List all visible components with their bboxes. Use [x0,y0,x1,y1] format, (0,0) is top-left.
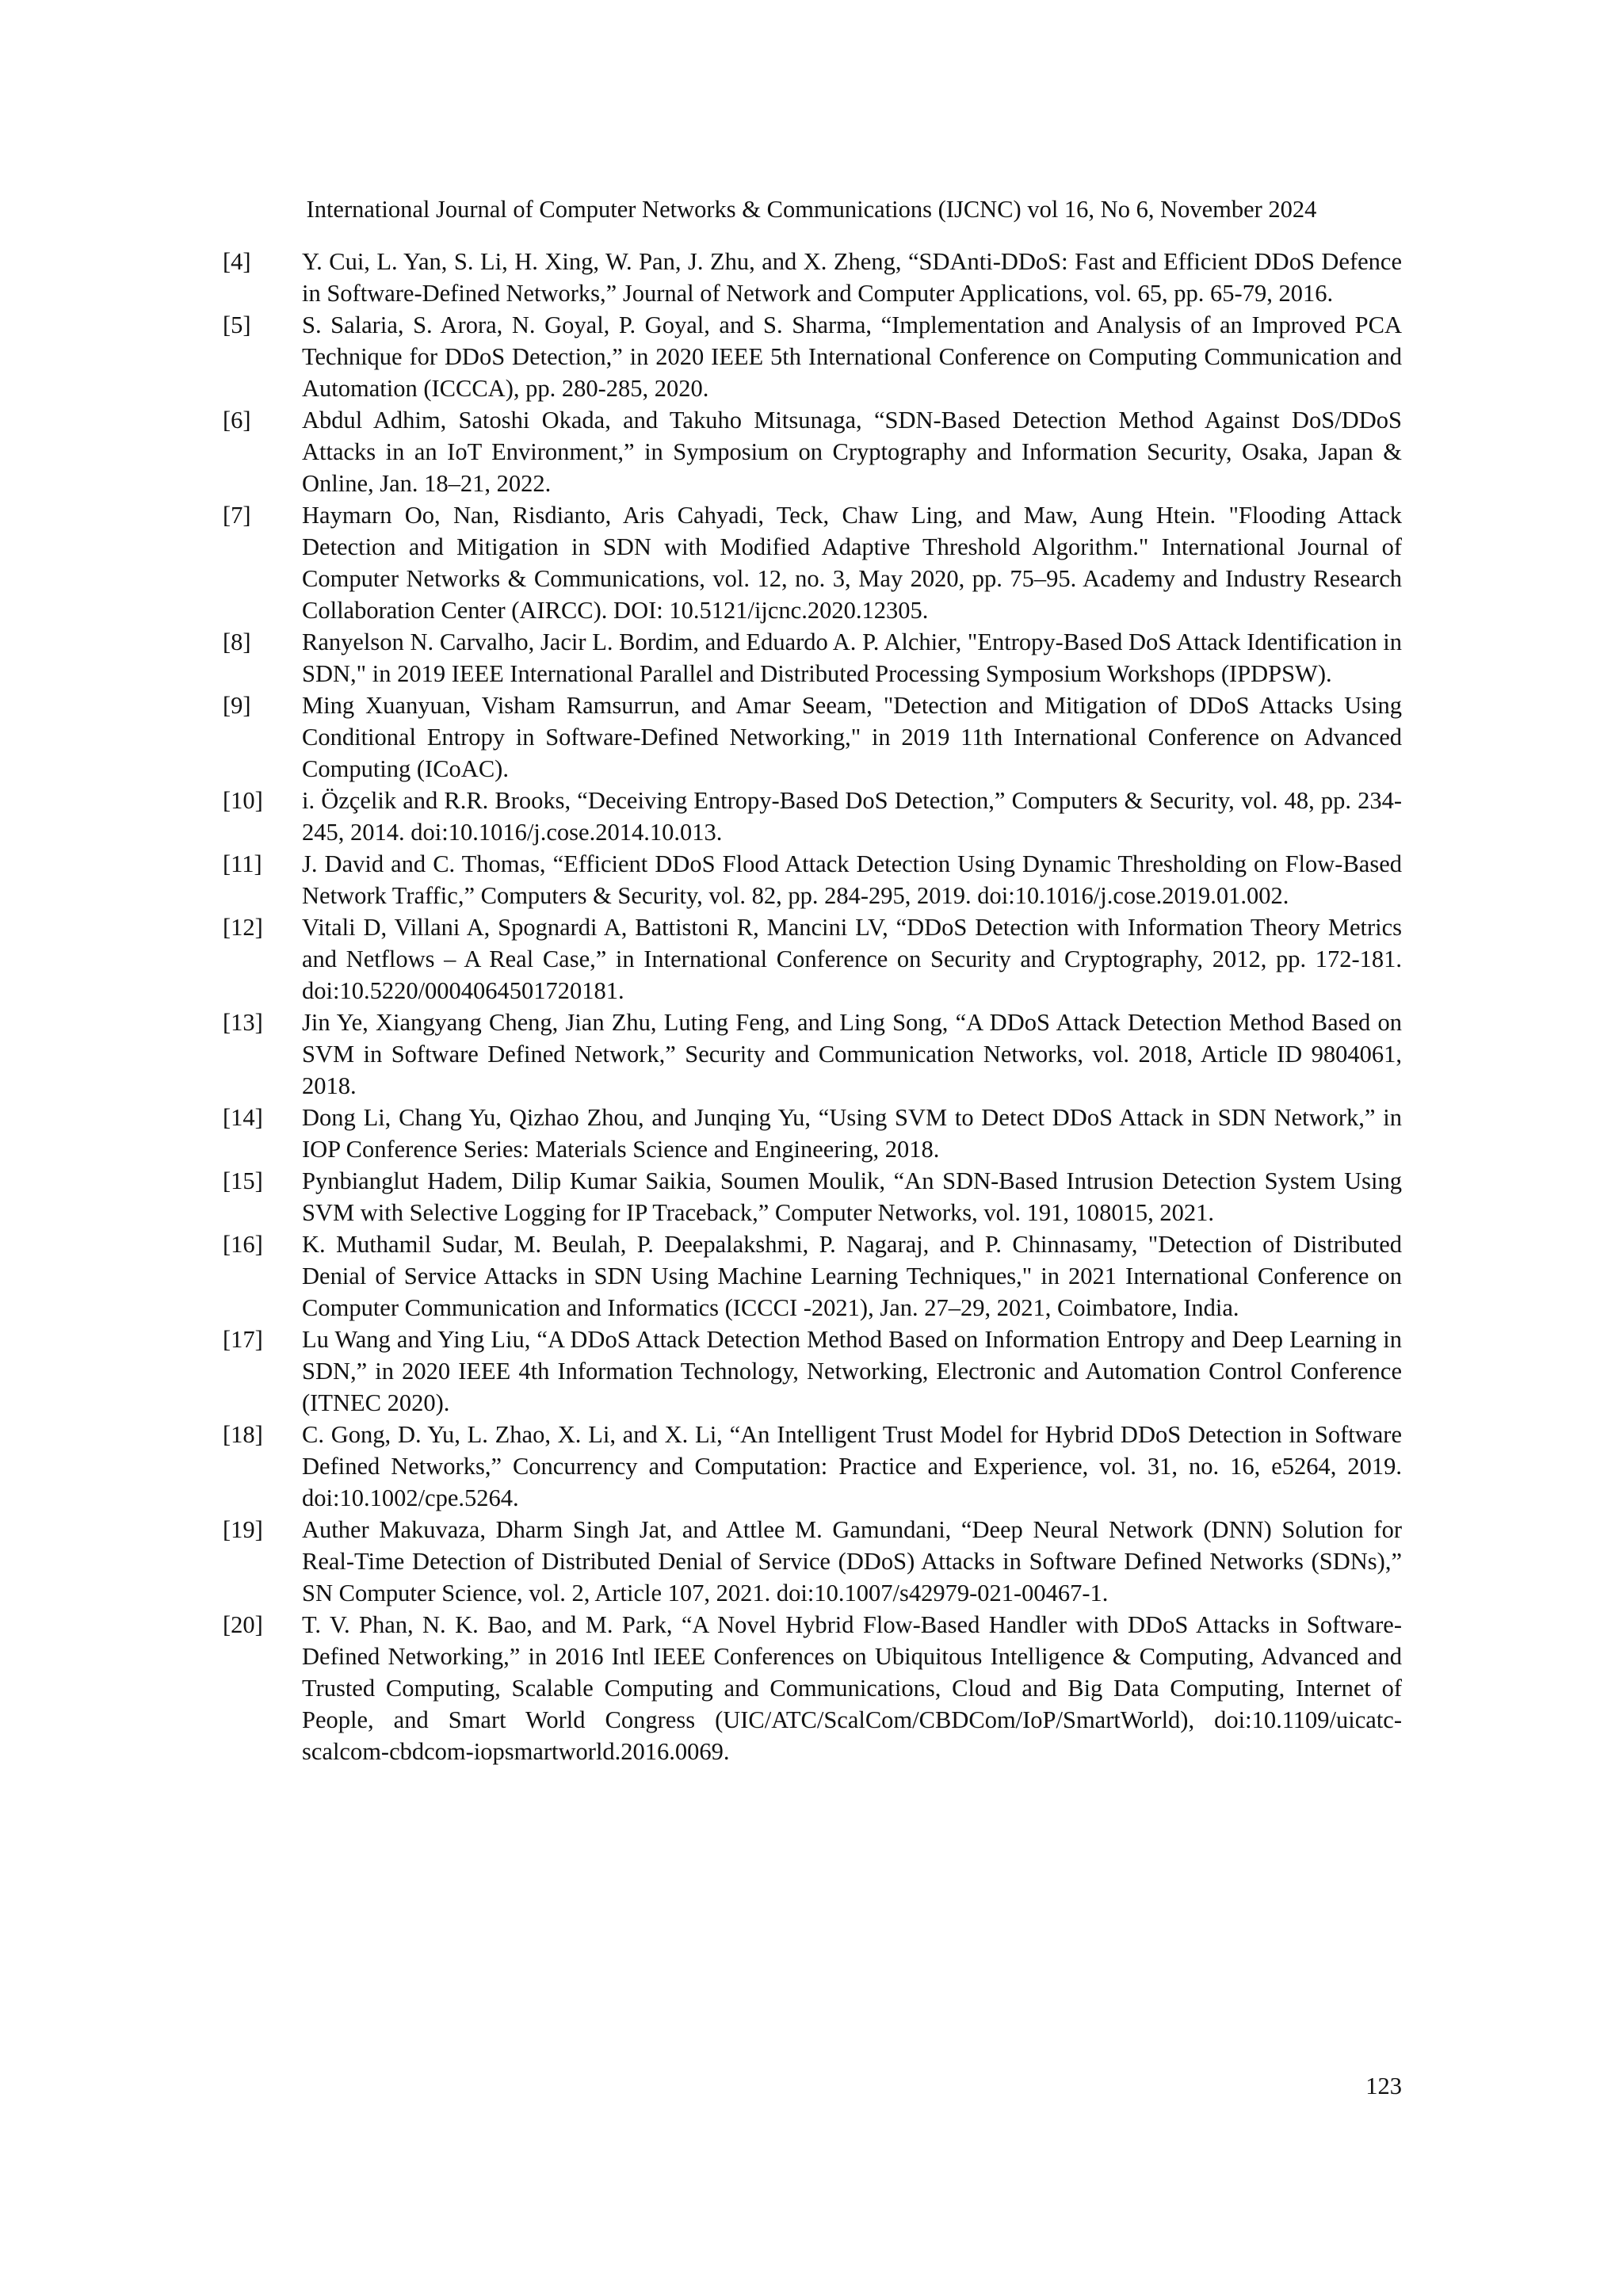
reference-number: [14] [223,1104,263,1131]
reference-number: [20] [223,1611,263,1638]
reference-text: S. Salaria, S. Arora, N. Goyal, P. Goyal, and S. Sharma, “Implementation and Analysis of an Improved PCA Technique for DDoS Detection,” in 2020 IEEE 5th International Conference on Computing Communication and Automation (ICCCA), pp. 280-285, 2020. [302,311,1402,402]
reference-text: Ranyelson N. Carvalho, Jacir L. Bordim, and Eduardo A. P. Alchier, "Entropy-Based DoS Attack Identification in SDN," in 2019 IEEE International Parallel and Distributed Processing Symposium Workshops (IPDPSW). [302,628,1402,687]
reference-text: K. Muthamil Sudar, M. Beulah, P. Deepalakshmi, P. Nagaraj, and P. Chinnasamy, "Detection of Distributed Denial of Service Attacks in SDN Using Machine Learning Techniques," in 2021 International Conference on Computer Communication and Informatics (ICCCI -2021), Jan. 27–29, 2021, Coimbatore, India. [302,1231,1402,1321]
reference-number: [5] [223,311,251,338]
reference-number: [6] [223,407,251,434]
reference-item [223,1609,1402,1767]
reference-text: Pynbianglut Hadem, Dilip Kumar Saikia, Soumen Moulik, “An SDN-Based Intrusion Detection System Using SVM with Selective Logging for IP Traceback,” Computer Networks, vol. 191, 108015, 2021. [302,1167,1402,1226]
reference-number: [16] [223,1231,263,1258]
journal-header: International Journal of Computer Networks & Communications (IJCNC) vol 16, No 6, November 2024 [306,196,1317,223]
reference-text: C. Gong, D. Yu, L. Zhao, X. Li, and X. Li, “An Intelligent Trust Model for Hybrid DDoS Detection in Software Defined Networks,” Concurrency and Computation: Practice and Experience, vol. 31, no. 16, e5264, 2019. doi:10.1002/cpe.5264. [302,1421,1402,1511]
reference-item [223,690,1402,785]
reference-number: [10] [223,787,263,814]
reference-number: [19] [223,1516,263,1543]
reference-item [223,309,1402,404]
reference-number: [11] [223,850,262,877]
reference-item [223,499,1402,626]
reference-number: [18] [223,1421,263,1448]
reference-item [223,404,1402,499]
reference-item [223,626,1402,690]
reference-text: Y. Cui, L. Yan, S. Li, H. Xing, W. Pan, J. Zhu, and X. Zheng, “SDAnti-DDoS: Fast and Efficient DDoS Defence in Software-Defined Networks,” Journal of Network and Computer Applications, vol. 65, pp. 65-79, 2016. [302,248,1402,307]
reference-item [223,1007,1402,1102]
reference-number: [13] [223,1009,263,1036]
reference-text: Vitali D, Villani A, Spognardi A, Battistoni R, Mancini LV, “DDoS Detection with Information Theory Metrics and Netflows – A Real Case,” in International Conference on Security and Cryptography, 2012, pp. 172-181. doi:10.5220/0004064501720181. [302,914,1402,1004]
reference-number: [9] [223,692,251,719]
reference-list [223,246,1402,1767]
reference-item [223,1514,1402,1609]
reference-text: Auther Makuvaza, Dharm Singh Jat, and Attlee M. Gamundani, “Deep Neural Network (DNN) Solution for Real-Time Detection of Distributed Denial of Service (DDoS) Attacks in Software Defined Networks (SDNs),” SN Computer Science, vol. 2, Article 107, 2021. doi:10.1007/s42979-021-00467-1. [302,1516,1402,1606]
reference-text: J. David and C. Thomas, “Efficient DDoS Flood Attack Detection Using Dynamic Thresholding on Flow-Based Network Traffic,” Computers & Security, vol. 82, pp. 284-295, 2019. doi:10.1016/j.cose.2019.01.002. [302,850,1402,909]
reference-number: [4] [223,248,251,275]
reference-number: [12] [223,914,263,941]
page-number: 123 [1365,2073,1402,2099]
reference-number: [7] [223,502,251,529]
reference-text: Abdul Adhim, Satoshi Okada, and Takuho Mitsunaga, “SDN-Based Detection Method Against DoS/DDoS Attacks in an IoT Environment,” in Symposium on Cryptography and Information Security, Osaka, Japan & Online, Jan. 18–21, 2022. [302,407,1402,497]
reference-item [223,911,1402,1007]
reference-item [223,246,1402,309]
reference-text: Dong Li, Chang Yu, Qizhao Zhou, and Junqing Yu, “Using SVM to Detect DDoS Attack in SDN Network,” in IOP Conference Series: Materials Science and Engineering, 2018. [302,1104,1402,1163]
reference-item [223,1102,1402,1165]
reference-number: [15] [223,1167,263,1194]
reference-number: [17] [223,1326,263,1353]
reference-text: T. V. Phan, N. K. Bao, and M. Park, “A Novel Hybrid Flow-Based Handler with DDoS Attacks in Software-Defined Networking,” in 2016 Intl IEEE Conferences on Ubiquitous Intelligence & Computing, Advanced and Trusted Computing, Scalable Computing and Communications, Cloud and Big Data Computing, Internet of People, and Smart World Congress (UIC/ATC/ScalCom/CBDCom/IoP/SmartWorld), doi:10.1109/uicatc-scalcom-cbdcom-iopsmartworld.2016.0069. [302,1611,1402,1765]
reference-item [223,1419,1402,1514]
reference-number: [8] [223,628,251,655]
reference-text: i. Özçelik and R.R. Brooks, “Deceiving Entropy-Based DoS Detection,” Computers & Security, vol. 48, pp. 234-245, 2014. doi:10.1016/j.cose.2014.10.013. [302,787,1402,846]
reference-item [223,785,1402,848]
reference-item [223,848,1402,911]
reference-text: Jin Ye, Xiangyang Cheng, Jian Zhu, Luting Feng, and Ling Song, “A DDoS Attack Detection Method Based on SVM in Software Defined Network,” Security and Communication Networks, vol. 2018, Article ID 9804061, 2018. [302,1009,1402,1099]
reference-text: Ming Xuanyuan, Visham Ramsurrun, and Amar Seeam, "Detection and Mitigation of DDoS Attacks Using Conditional Entropy in Software-Defined Networking," in 2019 11th International Conference on Advanced Computing (ICoAC). [302,692,1402,782]
reference-text: Lu Wang and Ying Liu, “A DDoS Attack Detection Method Based on Information Entropy and Deep Learning in SDN,” in 2020 IEEE 4th Information Technology, Networking, Electronic and Automation Control Conference (ITNEC 2020). [302,1326,1402,1416]
reference-item [223,1324,1402,1419]
reference-item [223,1165,1402,1228]
reference-text: Haymarn Oo, Nan, Risdianto, Aris Cahyadi, Teck, Chaw Ling, and Maw, Aung Htein. "Flooding Attack Detection and Mitigation in SDN with Modified Adaptive Threshold Algorithm." International Journal of Computer Networks & Communications, vol. 12, no. 3, May 2020, pp. 75–95. Academy and Industry Research Collaboration Center (AIRCC). DOI: 10.5121/ijcnc.2020.12305. [302,502,1402,624]
reference-item [223,1228,1402,1324]
